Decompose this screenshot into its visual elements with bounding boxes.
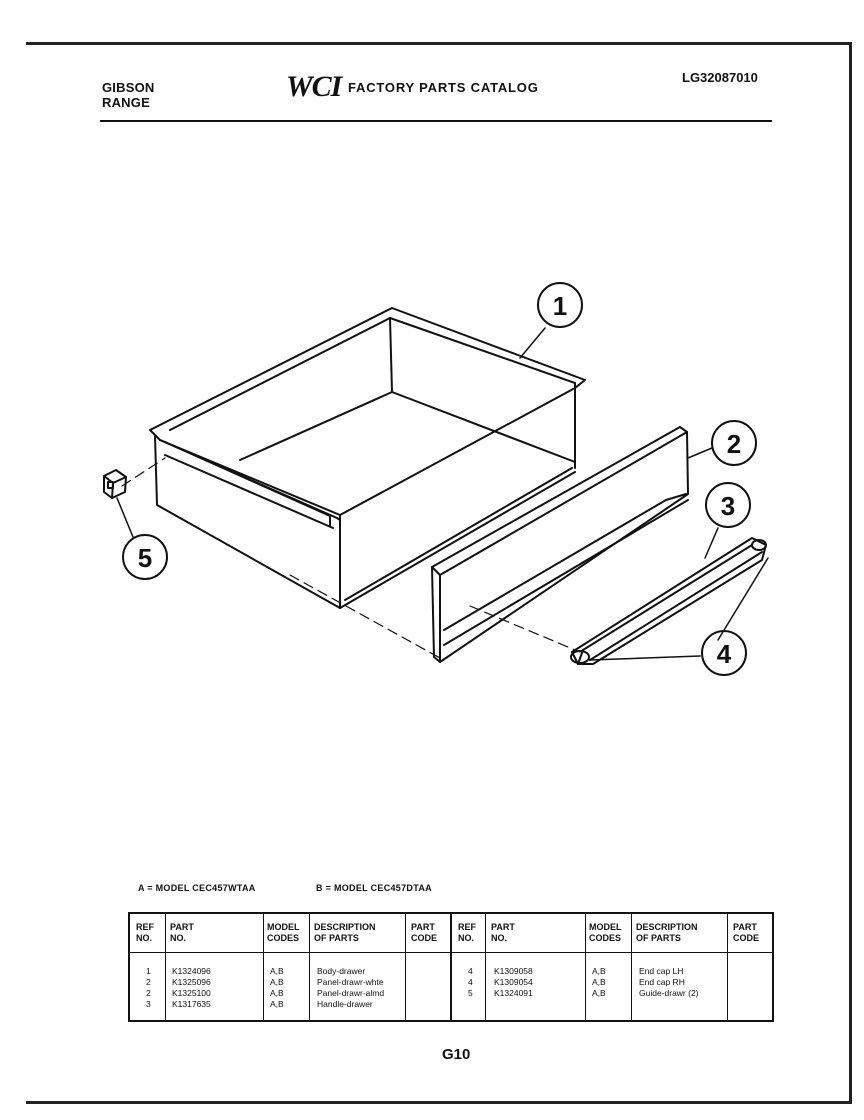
left-row-4-ref: 3 xyxy=(146,999,151,1009)
right-row-1-desc: End cap LH xyxy=(639,966,684,976)
left-row-4-desc: Handle-drawer xyxy=(317,999,373,1009)
right-row-2-ref: 4 xyxy=(468,977,473,987)
left-row-1-ref: 1 xyxy=(146,966,151,976)
right-row-1-model: A,B xyxy=(592,966,606,976)
left-row-4-model: A,B xyxy=(270,999,284,1009)
left-row-4-part: K1317635 xyxy=(172,999,211,1009)
left-row-2-part: K1325096 xyxy=(172,977,211,987)
right-row-2-part: K1309054 xyxy=(494,977,533,987)
callout-3: 3 xyxy=(720,491,736,521)
header-code-left: PART CODE xyxy=(411,922,438,943)
left-row-2-ref: 2 xyxy=(146,977,151,987)
left-row-2-desc: Panel-drawr-whte xyxy=(317,977,384,987)
right-row-3-part: K1324091 xyxy=(494,988,533,998)
header-model-right: MODEL CODES xyxy=(589,922,622,943)
model-legend-b: B = MODEL CEC457DTAA xyxy=(316,883,432,893)
right-row-2-model: A,B xyxy=(592,977,606,987)
right-row-2-desc: End cap RH xyxy=(639,977,685,987)
left-row-3-desc: Panel-drawr-almd xyxy=(317,988,385,998)
header-code-right: PART CODE xyxy=(733,922,760,943)
header-ref-right: REF NO. xyxy=(458,922,476,943)
right-row-3-desc: Guide-drawr (2) xyxy=(639,988,699,998)
left-row-2-model: A,B xyxy=(270,977,284,987)
parts-table xyxy=(128,912,774,1022)
header-ref-left: REF NO. xyxy=(136,922,154,943)
right-row-1-part: K1309058 xyxy=(494,966,533,976)
left-row-3-model: A,B xyxy=(270,988,284,998)
header-model-left: MODEL CODES xyxy=(267,922,300,943)
brand-line-1: GIBSON xyxy=(102,80,155,95)
right-row-3-model: A,B xyxy=(592,988,606,998)
header-desc-left: DESCRIPTION OF PARTS xyxy=(314,922,376,943)
header-part-left: PART NO. xyxy=(170,922,194,943)
right-row-1-ref: 4 xyxy=(468,966,473,976)
header-part-right: PART NO. xyxy=(491,922,515,943)
header-divider xyxy=(130,952,772,953)
wci-logo: WCI xyxy=(286,70,342,103)
page-code: G10 xyxy=(442,1046,471,1063)
catalog-number: LG32087010 xyxy=(682,70,758,85)
catalog-title: FACTORY PARTS CATALOG xyxy=(348,80,539,95)
left-row-3-ref: 2 xyxy=(146,988,151,998)
drawer-handle-part xyxy=(571,538,766,664)
brand-line-2: RANGE xyxy=(102,95,150,110)
model-legend-a: A = MODEL CEC457WTAA xyxy=(138,883,256,893)
left-row-3-part: K1325100 xyxy=(172,988,211,998)
callout-1: 1 xyxy=(552,291,568,321)
left-row-1-model: A,B xyxy=(270,966,284,976)
left-row-1-part: K1324096 xyxy=(172,966,211,976)
callout-4: 4 xyxy=(716,639,732,669)
header-desc-right: DESCRIPTION OF PARTS xyxy=(636,922,698,943)
right-row-3-ref: 5 xyxy=(468,988,473,998)
callout-2: 2 xyxy=(726,429,742,459)
drawer-guide-part xyxy=(104,470,126,498)
left-row-1-desc: Body-drawer xyxy=(317,966,366,976)
callout-5: 5 xyxy=(137,543,153,573)
